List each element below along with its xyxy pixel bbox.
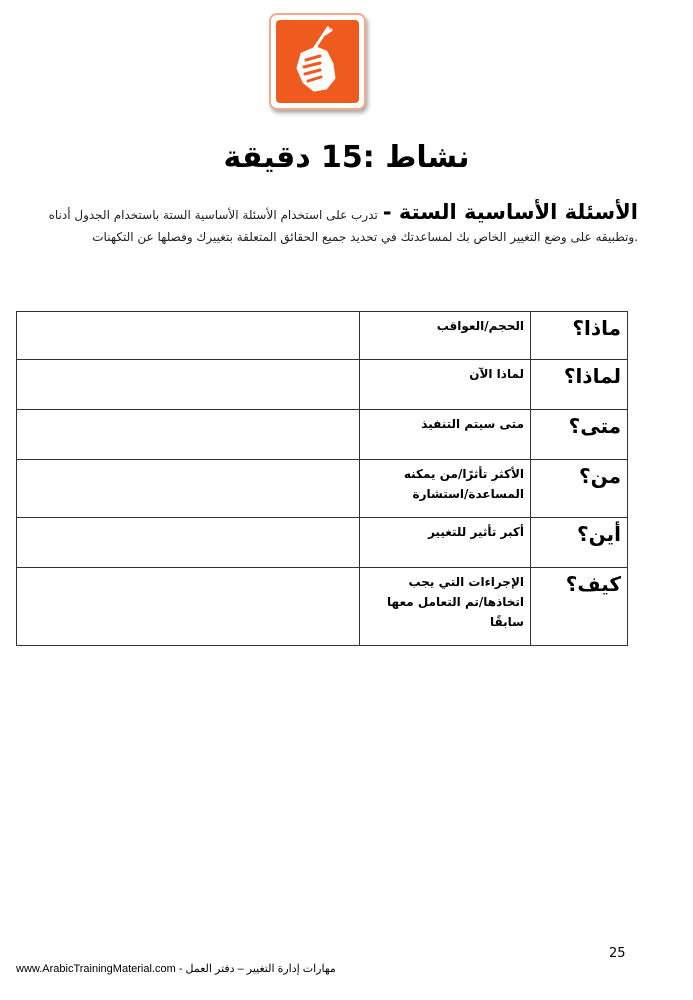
six-questions-table xyxy=(16,311,628,646)
question-prompt: الإجراءات التي يجب اتخاذها/تم التعامل معها سابقًا xyxy=(360,568,531,646)
page-title: نشاط :15 دقيقة xyxy=(223,140,470,175)
section-description: تدرب على استخدام الأسئلة الأساسية الستة باستخدام الجدول أدناه xyxy=(48,208,378,222)
logo-background xyxy=(276,20,359,103)
table-row xyxy=(17,518,628,568)
question-word: ماذا؟ xyxy=(531,312,628,360)
question-prompt: الأكثر تأثرًا/من يمكنه المساعدة/استشارة xyxy=(360,460,531,518)
question-prompt: أكبر تأثير للتغيير xyxy=(360,518,531,568)
table-row xyxy=(17,460,628,518)
activity-logo xyxy=(269,13,366,110)
page-number: 25 xyxy=(609,946,626,961)
question-prompt: لماذا الآن xyxy=(360,360,531,410)
question-word: كيف؟ xyxy=(531,568,628,646)
answer-cell[interactable] xyxy=(17,312,360,360)
table-row xyxy=(17,568,628,646)
question-word: من؟ xyxy=(531,460,628,518)
table-row xyxy=(17,312,628,360)
section-description-line2: .وتطبيقه على وضع التغيير الخاص بك لمساعدتك في تحديد جميع الحقائق المتعلقة بتغييرك وفصلها عن التكهنات xyxy=(92,230,638,244)
hand-holding-pencil-icon xyxy=(276,20,359,103)
answer-cell[interactable] xyxy=(17,410,360,460)
answer-cell[interactable] xyxy=(17,460,360,518)
table-row xyxy=(17,410,628,460)
answer-cell[interactable] xyxy=(17,568,360,646)
section-heading: الأسئلة الأساسية الستة - xyxy=(382,200,638,224)
question-prompt: متى سيتم التنفيذ xyxy=(360,410,531,460)
question-word: لماذا؟ xyxy=(531,360,628,410)
question-word: متى؟ xyxy=(531,410,628,460)
answer-cell[interactable] xyxy=(17,518,360,568)
question-word: أين؟ xyxy=(531,518,628,568)
page-footer: مهارات إدارة التغيير – دفتر العمل - www.ArabicTrainingMaterial.com xyxy=(16,963,336,975)
answer-cell[interactable] xyxy=(17,360,360,410)
intro-section xyxy=(48,200,638,244)
table-row xyxy=(17,360,628,410)
question-prompt: الحجم/العواقب xyxy=(360,312,531,360)
